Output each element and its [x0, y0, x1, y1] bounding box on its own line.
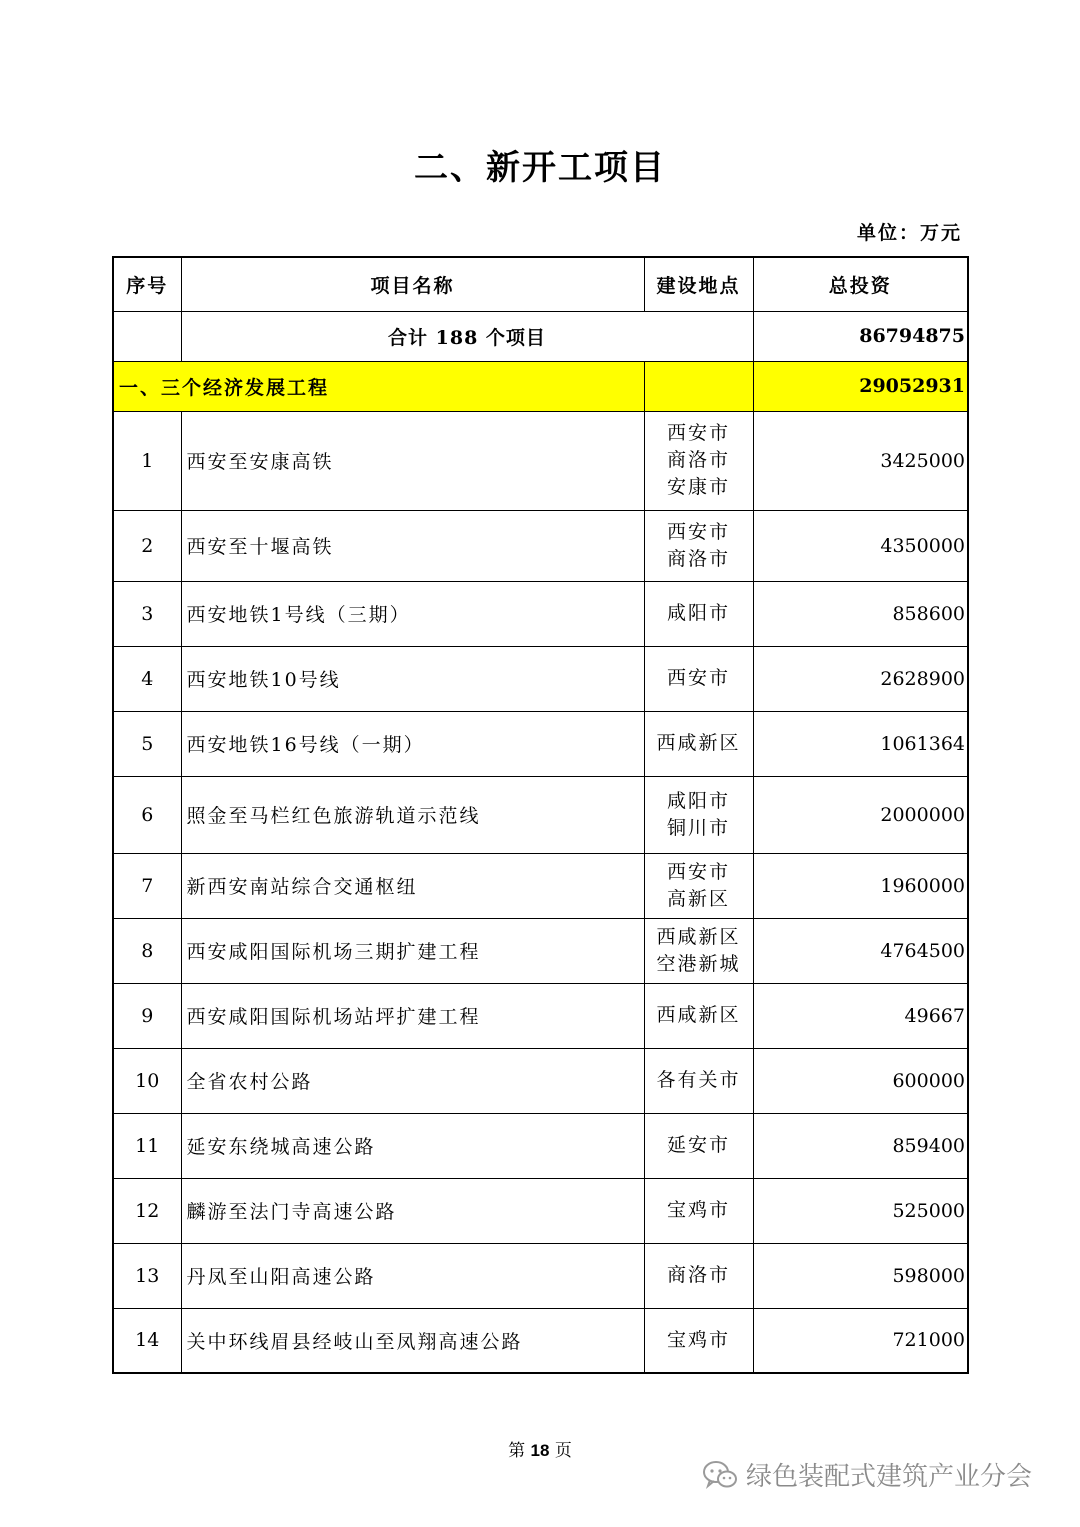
table-row: [113, 1243, 968, 1308]
table-row: [113, 646, 968, 711]
watermark-text: 绿色装配式建筑产业分会: [746, 1462, 1033, 1492]
wechat-icon: [702, 1460, 738, 1490]
project-name: 西安至安康高铁: [181, 411, 644, 510]
row-number: 4: [113, 646, 181, 711]
table-row: [113, 711, 968, 776]
row-number: 3: [113, 581, 181, 646]
project-investment: 598000: [753, 1243, 968, 1308]
project-investment: 859400: [753, 1113, 968, 1178]
project-investment: 4764500: [753, 918, 968, 983]
project-name: 丹凤至山阳高速公路: [181, 1243, 644, 1308]
project-name: 西安地铁1号线（三期）: [181, 581, 644, 646]
location-line: 西安市: [666, 667, 730, 689]
row-number: 14: [113, 1308, 181, 1373]
project-location: [644, 1308, 753, 1373]
table-row: [113, 510, 968, 581]
row-number: 6: [113, 776, 181, 853]
row-number: 9: [113, 983, 181, 1048]
table-row: [113, 1178, 968, 1243]
row-number: 5: [113, 711, 181, 776]
project-investment: 858600: [753, 581, 968, 646]
row-number: 13: [113, 1243, 181, 1308]
table-row: [113, 776, 968, 853]
table-row: [113, 983, 968, 1048]
project-investment: 1061364: [753, 711, 968, 776]
project-location: [644, 1048, 753, 1113]
location-line: 空港新城: [656, 952, 741, 975]
location-line: 咸阳市: [666, 602, 730, 624]
project-name: 西安至十堰高铁: [181, 510, 644, 581]
table-row: [113, 918, 968, 983]
project-location: [644, 776, 753, 853]
project-investment: 600000: [753, 1048, 968, 1113]
project-investment: 49667: [753, 983, 968, 1048]
table-row: [113, 1308, 968, 1373]
project-name: 西安地铁16号线（一期）: [181, 711, 644, 776]
project-investment: 3425000: [753, 411, 968, 510]
location-line: 商洛市: [666, 1264, 730, 1286]
project-name: 麟游至法门寺高速公路: [181, 1178, 644, 1243]
project-name: 全省农村公路: [181, 1048, 644, 1113]
location-line: 商洛市: [666, 547, 730, 570]
footer-suffix: 页: [554, 1441, 572, 1461]
project-location: [644, 581, 753, 646]
project-investment: 2000000: [753, 776, 968, 853]
location-line: 铜川市: [666, 816, 730, 839]
location-line: 西咸新区: [656, 1004, 741, 1026]
category-label: 一、三个经济发展工程: [113, 361, 644, 411]
header-name: 项目名称: [181, 257, 644, 311]
total-label: 合计 188 个项目: [181, 311, 753, 361]
header-location: 建设地点: [644, 257, 753, 311]
header-investment: 总投资: [753, 257, 968, 311]
watermark: [702, 1456, 1032, 1493]
total-row: [113, 311, 968, 361]
row-number: 7: [113, 853, 181, 918]
page-number: 18: [530, 1441, 550, 1460]
project-location: [644, 1243, 753, 1308]
project-table: [112, 256, 969, 1374]
category-location-cell: [644, 361, 753, 411]
table-row: [113, 581, 968, 646]
row-number: 12: [113, 1178, 181, 1243]
table-row: [113, 1048, 968, 1113]
row-number: 1: [113, 411, 181, 510]
project-investment: 721000: [753, 1308, 968, 1373]
unit-label: 单位：万元: [856, 222, 962, 244]
category-value: 29052931: [753, 361, 968, 411]
location-line: 高新区: [666, 887, 730, 910]
project-name: 延安东绕城高速公路: [181, 1113, 644, 1178]
row-number: 2: [113, 510, 181, 581]
row-number: 8: [113, 918, 181, 983]
location-line: 咸阳市: [666, 789, 730, 812]
project-location: [644, 983, 753, 1048]
location-line: 商洛市: [666, 449, 730, 471]
project-name: 西安地铁10号线: [181, 646, 644, 711]
project-location: [644, 918, 753, 983]
project-location: [644, 510, 753, 581]
table-row: [113, 853, 968, 918]
total-no-cell: [113, 311, 181, 361]
project-investment: 525000: [753, 1178, 968, 1243]
project-name: 西安咸阳国际机场站坪扩建工程: [181, 983, 644, 1048]
footer-prefix: 第: [508, 1441, 526, 1461]
project-location: [644, 1113, 753, 1178]
project-name: 关中环线眉县经岐山至凤翔高速公路: [181, 1308, 644, 1373]
location-line: 宝鸡市: [666, 1199, 730, 1221]
location-line: 延安市: [666, 1134, 730, 1156]
location-line: 西安市: [666, 422, 730, 444]
project-investment: 1960000: [753, 853, 968, 918]
table-header-row: [113, 257, 968, 311]
location-line: 安康市: [666, 476, 730, 498]
project-name: 西安咸阳国际机场三期扩建工程: [181, 918, 644, 983]
location-line: 各有关市: [656, 1069, 741, 1091]
project-location: [644, 411, 753, 510]
location-line: 西安市: [666, 860, 730, 883]
table-row: [113, 411, 968, 510]
project-investment: 2628900: [753, 646, 968, 711]
project-location: [644, 646, 753, 711]
category-row: [113, 361, 968, 411]
location-line: 西安市: [666, 520, 730, 543]
project-location: [644, 711, 753, 776]
project-investment: 4350000: [753, 510, 968, 581]
page-title: 二、新开工项目: [414, 148, 666, 188]
project-name: 新西安南站综合交通枢纽: [181, 853, 644, 918]
location-line: 宝鸡市: [666, 1328, 730, 1351]
project-location: [644, 853, 753, 918]
project-name: 照金至马栏红色旅游轨道示范线: [181, 776, 644, 853]
location-line: 西咸新区: [656, 925, 741, 948]
header-no: 序号: [113, 257, 181, 311]
row-number: 10: [113, 1048, 181, 1113]
total-value: 86794875: [753, 311, 968, 361]
table-row: [113, 1113, 968, 1178]
project-location: [644, 1178, 753, 1243]
row-number: 11: [113, 1113, 181, 1178]
location-line: 西咸新区: [656, 732, 741, 754]
